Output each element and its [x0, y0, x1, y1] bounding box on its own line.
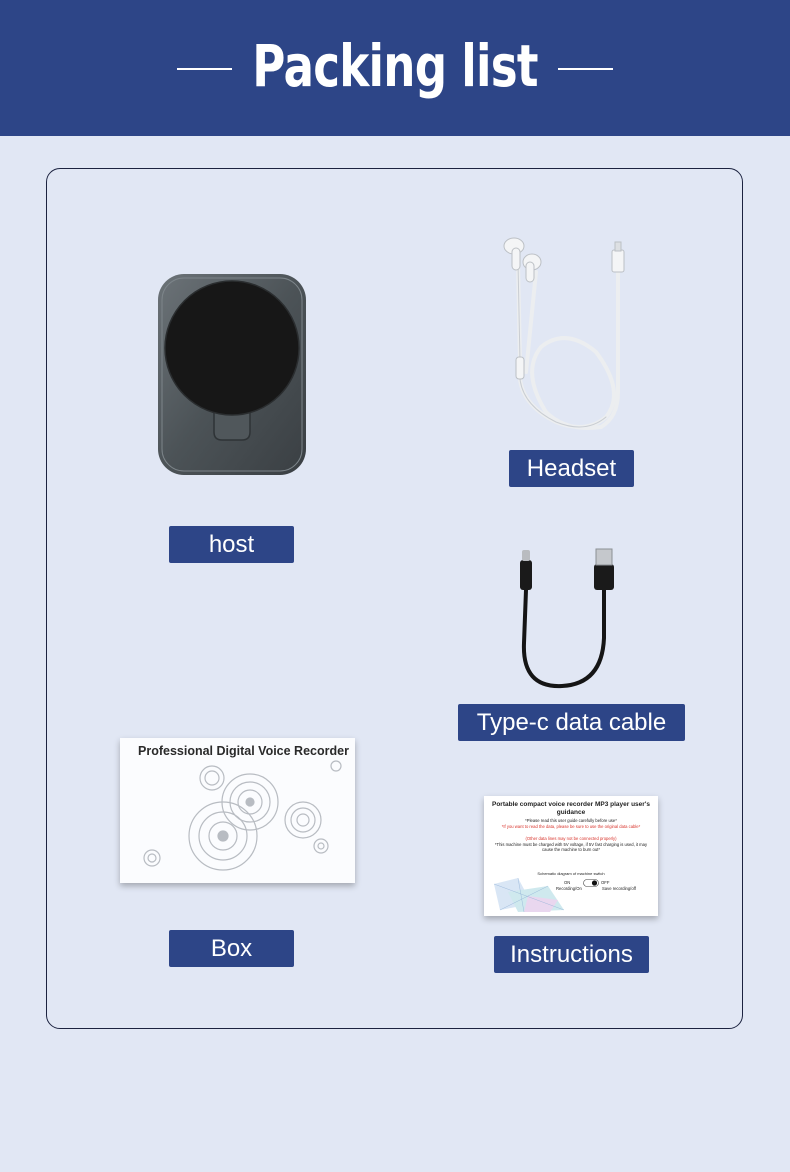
- page-title: Packing list: [252, 32, 538, 100]
- switch-off-label: OFF: [601, 880, 610, 885]
- box-icon: [120, 738, 355, 883]
- item-label-instructions: Instructions: [494, 936, 649, 973]
- manual-line: Recording/On: [556, 886, 582, 891]
- device-icon: [156, 272, 308, 477]
- manual-graphic: [488, 874, 568, 914]
- switch-on-label: ON: [564, 880, 571, 885]
- manual-line: *This machine must be charged with 5V voltage, if 5V fast charging is used, it may cause the machine to burn out*: [494, 842, 648, 852]
- usb-cable-icon: [512, 548, 632, 692]
- manual-line: Schematic diagram of machine switch: [537, 871, 605, 876]
- manual-icon: [484, 796, 658, 916]
- item-label-host: host: [169, 526, 294, 563]
- header-banner: [0, 0, 790, 136]
- manual-line: *If you want to read the data, please be sure to use the original data cable*: [501, 824, 641, 829]
- manual-line: *Please read this user guide carefully before use*: [525, 818, 617, 823]
- item-label-headset: Headset: [509, 450, 634, 487]
- manual-line: (Other data lines may not be connected properly): [525, 836, 617, 841]
- title-rule-right: [558, 68, 613, 70]
- manual-title: Portable compact voice recorder MP3 player user's guidance: [492, 801, 650, 816]
- earphones-icon: [496, 232, 646, 440]
- item-label-box: Box: [169, 930, 294, 967]
- box-title: Professional Digital Voice Recorder: [138, 744, 349, 758]
- manual-line: Save recording/off: [602, 886, 636, 891]
- item-label-cable: Type-c data cable: [458, 704, 685, 741]
